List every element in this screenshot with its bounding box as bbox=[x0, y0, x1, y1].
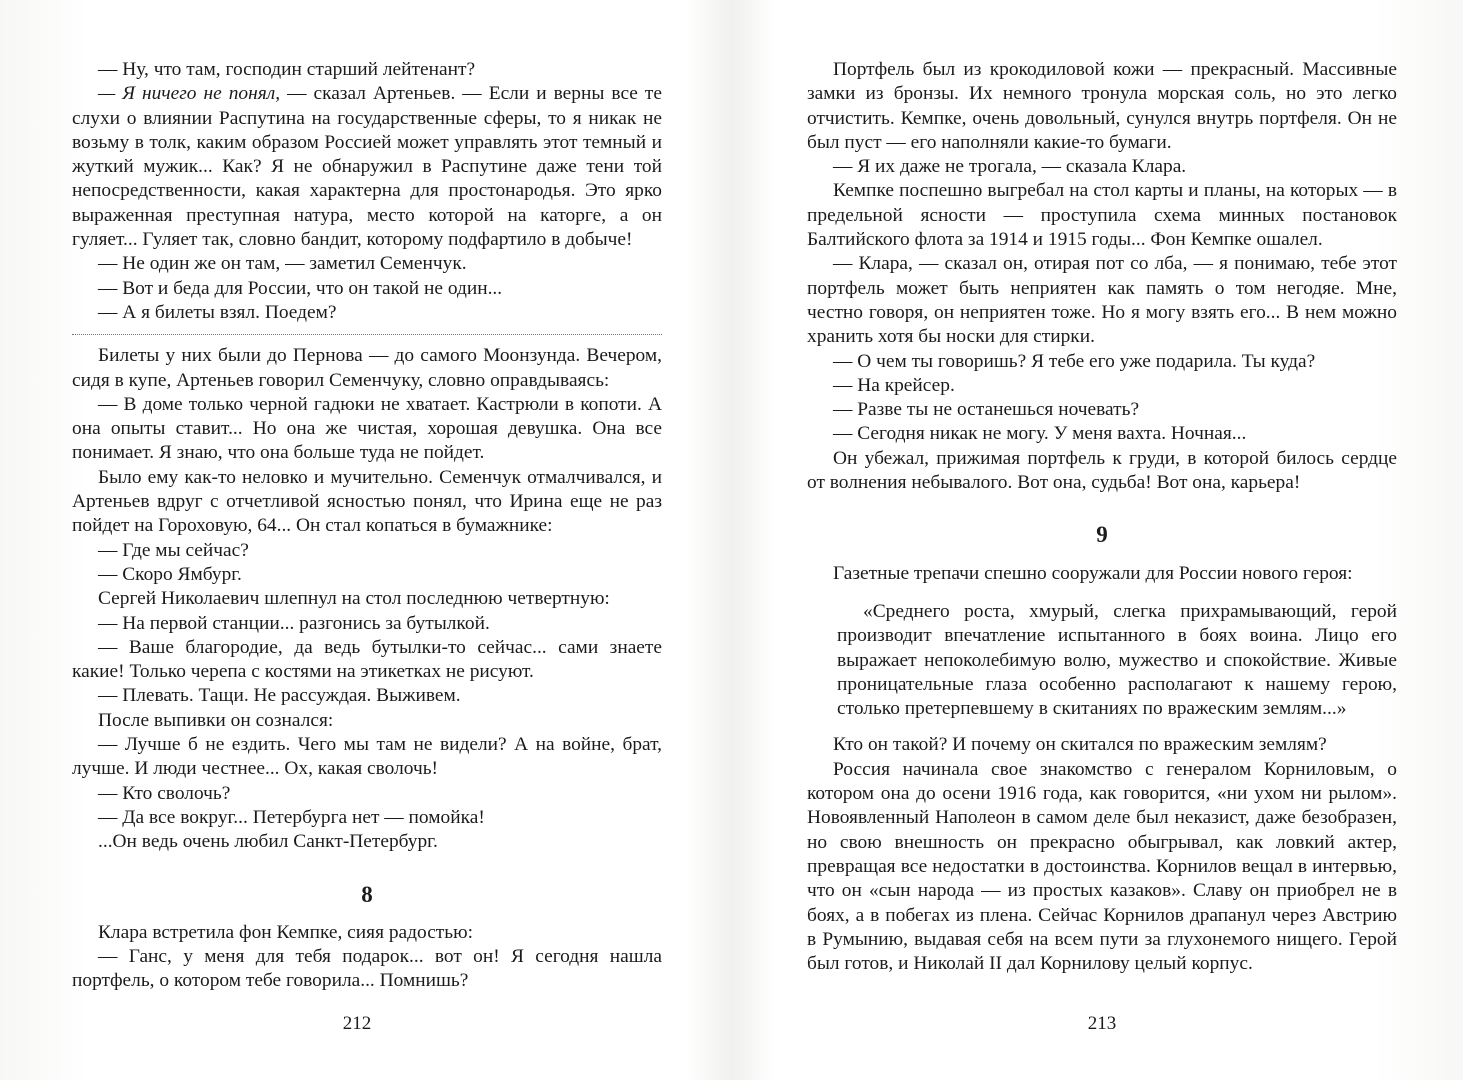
paragraph: — Разве ты не останешься ночевать? bbox=[833, 399, 1140, 421]
paragraph: — Я их даже не трогала, — сказала Клара. bbox=[833, 156, 1187, 178]
newspaper-quote bbox=[807, 600, 1397, 721]
paragraph: — Где мы сейчас? bbox=[98, 539, 249, 561]
page-number: 213 bbox=[1087, 1013, 1117, 1034]
italic-phrase: — Я ничего не понял, bbox=[98, 83, 281, 105]
chapter-number: 8 bbox=[361, 881, 373, 907]
paragraph: Было ему как-то неловко и мучительно. Семенчук отмалчивался, и Артеньев вдруг с отчетливой ясностью понял, что Ирина еще не раз пойдет на Гороховую, 64... Он стал копаться в бумажнике: bbox=[72, 466, 662, 537]
page-number: 212 bbox=[342, 1013, 372, 1034]
paragraph: — В доме только черной гадюки не хватает. Кастрюли в копоти. А она опыты ставит... Но она же чистая, хорошая девушка. Она все понимает. Я знаю, что она больше туда не пойдет. bbox=[72, 393, 662, 464]
paragraph-text: — сказал Артеньев. — Если и верны все те слухи о влиянии Распутина на государственные сферы, то я никак не возьму в толк, каким образом Россией может управлять этот темный и жуткий мужик... Как? Я не обнаружил в Распутине даже тени той непосредственности, какая характерна для простонародья. Это ярко выраженная преступная натура, место которой на каторге, а он гуляет... Гуляет так, словно бандит, которому подфартило в добыче! bbox=[72, 83, 662, 251]
paragraph: Он убежал, прижимая портфель к груди, в которой билось сердце от волнения небывалого. Вот она, судьба! Вот она, карьера! bbox=[807, 447, 1397, 494]
paragraph: — Да все вокруг... Петербурга нет — помойка! bbox=[98, 806, 485, 828]
paragraph: — Кто сволочь? bbox=[98, 782, 231, 804]
paragraph: — Скоро Ямбург. bbox=[98, 563, 242, 585]
paragraph: — О чем ты говоришь? Я тебе его уже подарила. Ты куда? bbox=[833, 350, 1316, 372]
paragraph: — Ганс, у меня для тебя подарок... вот он! Я сегодня нашла портфель, о котором тебе говорила... Помнишь? bbox=[72, 946, 662, 992]
quote-text: «Среднего роста, хмурый, слегка прихрамывающий, герой производит впечатление испытанного в боях воина. Лицо его выражает непоколебимую волю, мужество и спокойствие. Живые проницательные глаза особенно располагают к нашему герою, столько претерпевшему в скитаниях по вражеским землям...» bbox=[837, 600, 1397, 720]
paragraph: — Ну, что там, господин старший лейтенант? bbox=[98, 59, 476, 80]
paragraph: Сергей Николаевич шлепнул на стол последнюю четвертную: bbox=[98, 588, 610, 610]
paragraph: Портфель был из крокодиловой кожи — прекрасный. Массивные замки из бронзы. Их немного тронула морская соль, но это легко отчистить. Кемпке, очень довольный, сунулся внутрь портфеля. Он не был пуст — его наполняли какие-то бумаги. bbox=[807, 59, 1397, 153]
left-block-1 bbox=[72, 58, 662, 325]
paragraph: — На крейсер. bbox=[833, 374, 955, 396]
paragraph: Газетные трепачи спешно сооружали для России нового героя: bbox=[833, 562, 1353, 584]
paragraph: — Плевать. Тащи. Не рассуждая. Выживем. bbox=[98, 685, 461, 707]
chapter-number: 9 bbox=[1096, 522, 1108, 548]
right-page bbox=[807, 58, 1397, 976]
paragraph: — Не один же он там, — заметил Семенчук. bbox=[98, 253, 467, 275]
paragraph: — Сегодня никак не могу. У меня вахта. Ночная... bbox=[833, 423, 1247, 445]
paragraph: Россия начинала свое знакомство с генералом Корниловым, о котором она до осени 1916 года, как говорится, «ни ухом ни рылом». Новоявленный Наполеон в самом деле был неказист, даже безобразен, но свою внешность он прекрасно обыгрывал, как ловкий актер, превращая все недостатки в достоинства. Корнилов вещал в интервью, что он «сын народа — из простых казаков». Славу он приобрел не в боях, а в побегах из плена. Сейчас Корнилов драпанул через Австрию в Румынию, выдавая себя на всем пути за глухонемого нищего. Герой был готов, и Николай II дал Корнилову целый корпус. bbox=[807, 758, 1397, 975]
left-block-2 bbox=[72, 344, 662, 854]
paragraph: — Клара, — сказал он, отирая пот со лба, — я понимаю, тебе этот портфель может быть неприятен как память о том негодяе. Мне, честно говоря, он неприятен тоже. Но я могу взять его... В нем можно хранить хотя бы носки для стирки. bbox=[807, 253, 1397, 348]
paragraph: После выпивки он сознался: bbox=[98, 709, 334, 731]
paragraph: Кемпке поспешно выгребал на стол карты и планы, на которых — в предельной ясности — проступила схема минных постановок Балтийского флота за 1914 и 1915 годы... Фон Кемпке ошалел. bbox=[807, 180, 1397, 251]
right-block-2 bbox=[807, 733, 1397, 976]
paragraph: Клара встретила фон Кемпке, сияя радостью: bbox=[98, 921, 473, 943]
paragraph: Билеты у них были до Пернова — до самого Моонзунда. Вечером, сидя в купе, Артеньев говорил Семенчуку, словно оправдываясь: bbox=[72, 345, 662, 391]
right-block-1 bbox=[807, 58, 1397, 495]
paragraph bbox=[72, 82, 662, 252]
paragraph: Кто он такой? И почему он скитался по вражеским землям? bbox=[833, 734, 1327, 756]
left-page bbox=[72, 58, 662, 994]
paragraph: ...Он ведь очень любил Санкт-Петербург. bbox=[98, 831, 438, 853]
paragraph: — Лучше б не ездить. Чего мы там не видели? А на войне, брат, лучше. И люди честнее... Ох, какая сволочь! bbox=[72, 734, 662, 780]
paragraph: — На первой станции... разгонись за бутылкой. bbox=[98, 612, 490, 634]
scene-separator bbox=[72, 334, 662, 335]
paragraph: — Ваше благородие, да ведь бутылки-то сейчас... сами знаете какие! Только черепа с костями на этикетках не рисуют. bbox=[72, 636, 662, 683]
left-block-3 bbox=[72, 921, 662, 994]
paragraph: — Вот и беда для России, что он такой не один... bbox=[98, 277, 503, 299]
paragraph: — А я билеты взял. Поедем? bbox=[98, 301, 337, 323]
